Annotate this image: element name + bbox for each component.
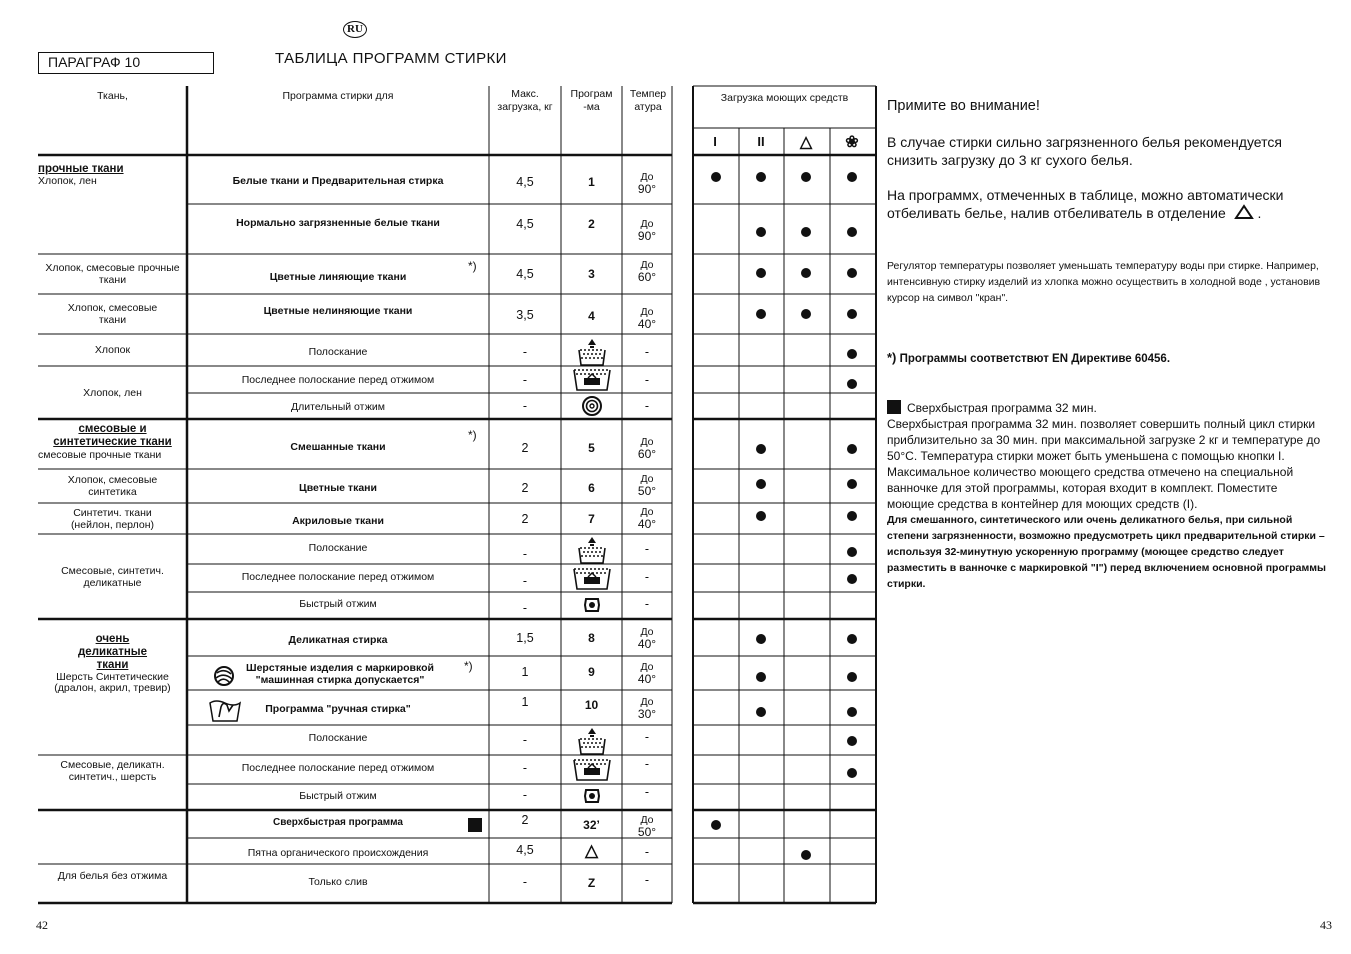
col-header-fabric: Ткань, [97,90,128,102]
col-header-detergent: Загрузка моющих средств [720,92,849,104]
program-name: Длительный отжим [291,401,385,413]
fabric-label: Хлопок, смесовые прочные ткани [45,262,180,286]
temperature-value [622,470,672,500]
program-name: Смешанные ткани [290,441,386,453]
fabric-label: Хлопок, лен [38,175,97,187]
load-value: - [522,875,528,889]
temp-prefix: До [640,473,654,485]
program-name: Быстрый отжим [299,790,377,802]
fabric-label: Хлопок, смесовые ткани [67,302,158,326]
directive-text: Программы соответствют EN Директиве 60456. [896,353,1171,365]
temperature-value: - [644,542,650,556]
program-name: Сверхбыстрая программа [273,817,403,828]
page-title: ТАБЛИЦА ПРОГРАММ СТИРКИ [275,50,507,67]
temperature-value [622,303,672,333]
load-value: 4,5 [516,217,534,231]
load-value: - [522,733,528,747]
detergent-dot [847,349,857,359]
detergent-dot [847,172,857,182]
temp-degrees: 30° [637,707,657,721]
detergent-dot [711,172,721,182]
detergent-dot [756,172,766,182]
paragraph-label: ПАРАГРАФ 10 [38,52,214,74]
program-name: Последнее полоскание перед отжимом [241,762,435,774]
load-value: - [522,372,528,387]
program-name: Белые ткани и Предварительная стирка [232,175,444,187]
detergent-dot [847,634,857,644]
detergent-dot [801,850,811,860]
temperature-value: - [644,785,650,799]
detergent-compartment-i: I [713,134,717,149]
program-number: 2 [588,217,595,231]
load-value: 4,5 [516,843,534,857]
express-program-note [887,400,1327,592]
temp-degrees: 50° [637,484,657,498]
detergent-dot [756,268,766,278]
load-value: 2 [521,512,529,526]
temp-degrees: 40° [637,517,657,531]
detergent-dot [711,820,721,830]
detergent-dot [801,227,811,237]
temp-degrees: 60° [637,270,657,284]
detergent-dot [847,268,857,278]
load-value: 1 [521,665,529,679]
detergent-dot [847,309,857,319]
program-number: 1 [588,175,595,189]
program-name: Цветные ткани [299,481,377,494]
express-body: Сверхбыстрая программа 32 мин. позволяет совершить полный цикл стирки приблизительно за 30 мин. при максимальной загрузке 2 кг и температуре до 50°С. Температура стирки может быть уменьшена с помощью кнопки I. Максимальное количество моющего средства отмечено на специальной ванночке для этой программы, которая входит в комплект. Поместите моющие средства в контейнер для моющих средств (I). [887,417,1321,511]
detergent-dot [756,444,766,454]
temp-degrees: 90° [637,182,657,196]
temperature-value: - [644,730,650,744]
temperature-value: - [644,372,650,387]
stain-triangle-icon: △ [584,841,599,860]
detergent-dot [847,444,857,454]
load-value: - [522,788,528,802]
temperature-value [622,503,672,533]
detergent-dot [847,511,857,521]
footnote-star-mark: *) [468,428,477,442]
temp-prefix: До [640,626,654,638]
footnote-star-mark: *) [464,659,473,673]
program-name: Шерстяные изделия с маркировкой "машинная стирка допускается" [246,662,434,686]
program-name: Полоскание [308,732,368,744]
temperature-value: - [644,757,650,771]
softener-flower-icon: ❀ [845,134,859,151]
wool-ball-icon [212,664,236,688]
detergent-dot [756,707,766,717]
temperature-value [622,812,672,840]
program-name: Только слив [308,876,368,888]
temperature-value: - [644,873,650,887]
footnote-star-mark: *) [468,259,477,273]
load-value: - [522,399,528,413]
temp-prefix: До [640,218,654,230]
detergent-dot [847,707,857,717]
fabric-label: Хлопок, лен [83,386,142,399]
fabric-group-heavy [38,163,187,187]
program-name: Цветные линяющие ткани [269,271,407,283]
load-value: 1 [521,695,529,709]
temperature-value [622,168,672,198]
col-header-temperature: Темпер атура [629,88,667,113]
temp-degrees: 50° [637,825,657,839]
temperature-value [622,215,672,245]
temp-prefix: До [640,506,654,518]
detergent-dot [847,379,857,389]
notice-title: Примите во внимание! [887,98,1040,114]
col-header-program: Программа стирки для [282,90,394,102]
temp-degrees: 40° [637,637,657,651]
program-name: Полоскание [308,346,368,358]
temperature-value: - [644,597,650,611]
fabric-group-delicate [38,633,187,694]
load-value: 4,5 [516,267,534,281]
temperature-value: - [644,570,650,584]
temp-prefix: До [640,696,654,708]
long-spin-icon [581,395,603,417]
detergent-dot [756,634,766,644]
fabric-label: Синтетич. ткани (нейлон, перлон) [70,506,155,531]
directive-note [887,350,1327,365]
temperature-value [622,658,672,688]
page-number-left: 42 [36,918,48,932]
program-name: Акриловые ткани [292,514,384,527]
express-square-icon [468,818,482,832]
temperature-value: - [644,345,650,359]
temperature-value [622,623,672,653]
quick-spin-icon [582,596,602,614]
temp-prefix: До [640,171,654,183]
express-bold-note: Для смешанного, синтетического или очень деликатного белья, при сильной степени загрязненности, возможно предусмотреть цикл предварительной стирки – используя 32-минутную ускоренную программу (моющее средство следует разместить в ванночке с маркировкой "I") перед включением основной программы стирки. [887,514,1327,590]
program-number: 4 [588,309,595,323]
detergent-dot [847,547,857,557]
detergent-dot [756,227,766,237]
load-value: - [522,547,528,561]
detergent-dot [801,309,811,319]
load-value: - [522,574,528,588]
program-number: 9 [588,665,595,679]
fabric-group-synthetic [38,423,187,461]
notice-paragraph: В случае стирки сильно загрязненного белья рекомендуется снизить загрузку до 3 кг сухого белья. [887,134,1282,168]
last-rinse-spin-icon [572,756,612,782]
program-name: Программа "ручная стирка" [265,702,411,715]
temp-prefix: До [640,436,654,448]
detergent-dot [801,268,811,278]
rinse-icon [577,536,607,564]
detergent-dot [756,511,766,521]
temperature-value [622,256,672,286]
fabric-group-title: смесовые и синтетические ткани [53,423,172,448]
col-header-load: Макс. загрузка, кг [497,88,553,113]
program-number: 32’ [583,818,600,832]
fabric-label: Смесовые, деликатн. синтетич., шерсть [60,759,165,783]
temperature-value: - [644,845,650,859]
quick-spin-icon [582,787,602,805]
temp-prefix: До [640,259,654,271]
temp-degrees: 90° [637,229,657,243]
fabric-group-title: прочные ткани [38,163,124,175]
fabric-label: Смесовые, синтетич. деликатные [61,564,164,589]
bleach-text-end: . [1253,205,1262,221]
last-rinse-spin-icon [572,565,612,591]
detergent-dot [847,672,857,682]
temperature-value: - [644,399,650,413]
load-value: - [522,345,528,359]
ru-language-badge: RU [343,21,367,38]
program-number: Z [587,876,596,890]
load-value: 4,5 [516,175,534,189]
program-name: Нормально загрязненные белые ткани [236,217,440,229]
detergent-dot [756,672,766,682]
program-name: Быстрый отжим [299,598,377,610]
load-value: - [522,601,528,615]
program-number: 8 [588,631,595,645]
fabric-label: Хлопок [94,344,131,356]
program-name: Последнее полоскание перед отжимом [241,373,435,386]
temperature-value [622,433,672,463]
temperature-value [622,693,672,723]
col-header-program-number: Програм -ма [570,88,613,113]
bleach-text: На программх, отмеченных в таблице, можно автоматически отбеливать белье, налив отбеливатель в отделение [887,187,1284,221]
fabric-label: Для белья без отжима [57,870,168,882]
program-number: 3 [588,267,595,281]
load-value: 3,5 [516,308,534,322]
load-value: 2 [521,441,529,455]
detergent-dot [847,227,857,237]
program-name: Полоскание [308,542,368,554]
program-name: Цветные нелиняющие ткани [263,305,413,317]
program-number: 10 [584,698,599,712]
temp-degrees: 40° [637,317,657,331]
temp-prefix: До [640,661,654,673]
detergent-compartment-ii: II [757,134,765,149]
last-rinse-spin-icon [572,366,612,392]
fabric-label: смесовые прочные ткани [38,449,162,461]
load-value: 2 [521,481,529,495]
program-name: Деликатная стирка [288,634,388,646]
detergent-dot [847,479,857,489]
fabric-label: Хлопок, смесовые синтетика [67,474,158,498]
rinse-icon [577,727,607,755]
fabric-label: Шерсть Синтетические (дралон, акрил, тревир) [54,671,171,694]
load-value: 2 [521,813,529,827]
detergent-dot [847,736,857,746]
fabric-group-title: очень деликатные ткани [78,633,148,671]
temperature-note: Регулятор температуры позволяет уменьшать температуру воды при стирке. Например, интенсивную стирку изделий из хлопка можно осуществить в холодной воде , установив курсор на символ "кран". [887,260,1321,304]
program-name: Последнее полоскание перед отжимом [241,571,435,583]
load-value: 1,5 [516,631,534,645]
temp-degrees: 40° [637,672,657,686]
detergent-dot [847,768,857,778]
express-title: Сверхбыстрая программа 32 мин. [907,401,1097,415]
program-number: 6 [588,481,595,495]
temp-degrees: 60° [637,447,657,461]
program-number: 7 [588,512,595,526]
load-value: - [522,761,528,775]
express-square-icon [887,400,901,414]
footnote-star-mark: *) [887,350,897,365]
detergent-dot [801,172,811,182]
detergent-dot [756,309,766,319]
bleach-triangle-icon [1234,204,1254,220]
bleach-paragraph [887,186,1327,222]
temp-prefix: До [640,814,654,826]
program-number: 5 [588,441,595,455]
detergent-dot [756,479,766,489]
detergent-dot [847,574,857,584]
bleach-triangle-icon: △ [799,134,813,151]
temp-prefix: До [640,306,654,318]
hand-wash-icon [207,695,243,723]
page-number-right: 43 [1320,918,1332,932]
program-name: Пятна органического происхождения [247,847,429,859]
rinse-icon [577,338,607,366]
